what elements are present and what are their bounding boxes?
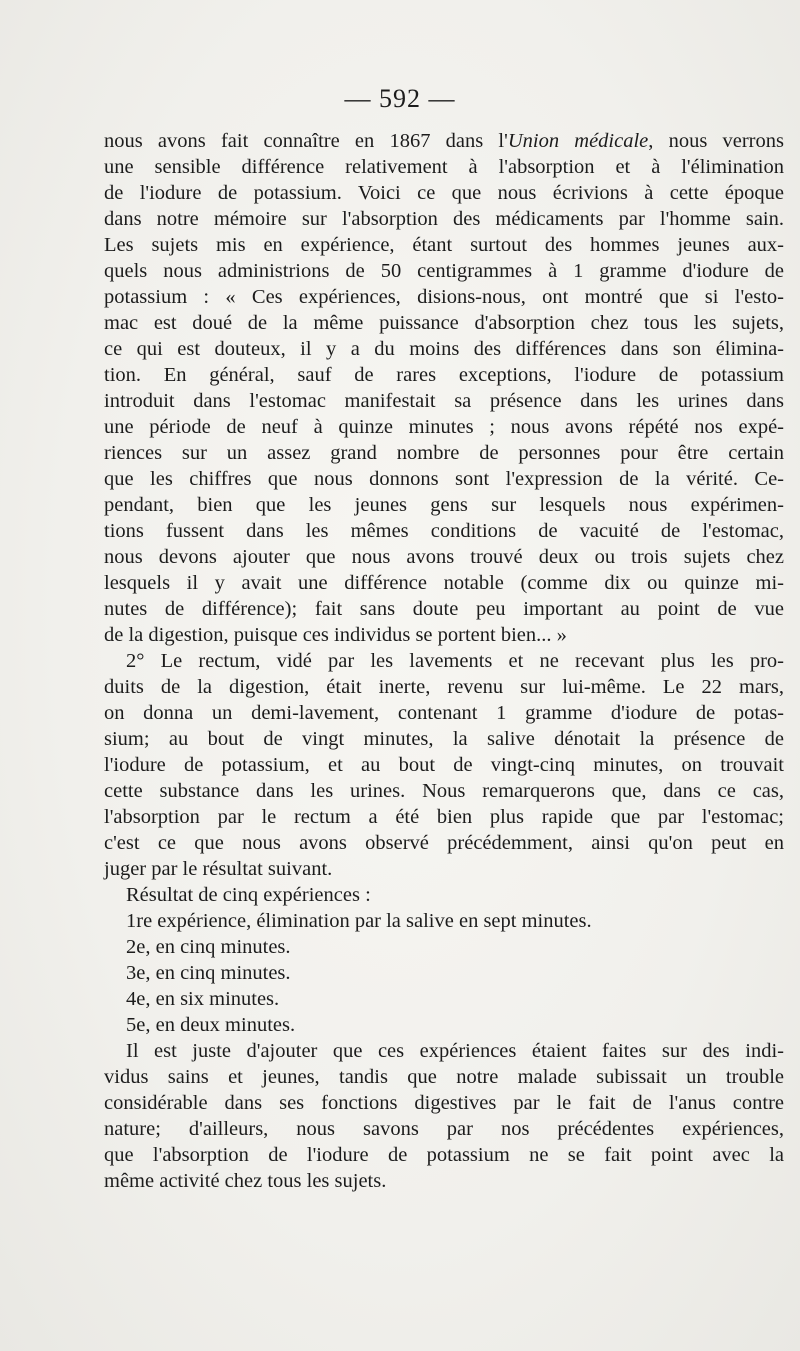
text-line: une période de neuf à quinze minutes ; nous avons répété nos expé- xyxy=(104,416,784,438)
paragraph-3 xyxy=(104,1038,784,1194)
results-heading: Résultat de cinq expériences : xyxy=(126,884,371,906)
text-line: nous devons ajouter que nous avons trouvé deux ou trois sujets chez xyxy=(104,546,784,568)
body-text xyxy=(104,128,784,1194)
text-line: potassium : « Ces expériences, disions-nous, ont montré que si l'esto- xyxy=(104,286,784,308)
text-line: 2° Le rectum, vidé par les lavements et ne recevant plus les pro- xyxy=(126,650,784,672)
text-line: ce qui est douteux, il y a du moins des différences dans son élimina- xyxy=(104,338,784,360)
text-line: Il est juste d'ajouter que ces expériences étaient faites sur des indi- xyxy=(126,1040,784,1062)
text-line: que l'absorption de l'iodure de potassium ne se fait point avec la xyxy=(104,1144,784,1166)
text-line: cette substance dans les urines. Nous remarquerons que, dans ce cas, xyxy=(104,780,784,802)
text-line: nature; d'ailleurs, nous savons par nos précédentes expériences, xyxy=(104,1118,784,1140)
text-line: vidus sains et jeunes, tandis que notre malade subissait un trouble xyxy=(104,1066,784,1088)
list-item: 4e, en six minutes. xyxy=(126,988,280,1010)
text-line: que les chiffres que nous donnons sont l'expression de la vérité. Ce- xyxy=(104,468,784,490)
text-line: pendant, bien que les jeunes gens sur lesquels nous expérimen- xyxy=(104,494,784,516)
text-line: lesquels il y avait une différence notable (comme dix ou quinze mi- xyxy=(104,572,784,594)
paragraph-2 xyxy=(104,648,784,882)
list-item: 5e, en deux minutes. xyxy=(126,1014,296,1036)
list-item: 3e, en cinq minutes. xyxy=(126,962,291,984)
paragraph-1 xyxy=(104,128,784,648)
text-line: riences sur un assez grand nombre de personnes pour être certain xyxy=(104,442,784,464)
text-line: même activité chez tous les sujets. xyxy=(104,1170,387,1192)
text-line: introduit dans l'estomac manifestait sa présence dans les urines dans xyxy=(104,390,784,412)
page-number: — 592 — xyxy=(344,84,456,113)
list-item: 1re expérience, élimination par la salive en sept minutes. xyxy=(126,910,592,932)
text-line: on donna un demi-lavement, contenant 1 gramme d'iodure de potas- xyxy=(104,702,784,724)
text-line: dans notre mémoire sur l'absorption des médicaments par l'homme sain. xyxy=(104,208,784,230)
text-line: de la digestion, puisque ces individus se portent bien... » xyxy=(104,624,567,646)
text-line: tion. En général, sauf de rares exceptions, l'iodure de potassium xyxy=(104,364,784,386)
text-line: duits de la digestion, était inerte, revenu sur lui-même. Le 22 mars, xyxy=(104,676,784,698)
text-line: l'absorption par le rectum a été bien plus rapide que par l'estomac; xyxy=(104,806,784,828)
text-line: nous avons fait connaître en 1867 dans l'Union médicale, nous verrons xyxy=(104,130,784,152)
text-line: Les sujets mis en expérience, étant surtout des hommes jeunes aux- xyxy=(104,234,784,256)
text-line: l'iodure de potassium, et au bout de vingt-cinq minutes, on trouvait xyxy=(104,754,784,776)
text-line: juger par le résultat suivant. xyxy=(104,858,333,880)
text-line: nutes de différence); fait sans doute peu important au point de vue xyxy=(104,598,784,620)
list-item: 2e, en cinq minutes. xyxy=(126,936,291,958)
text-line: quels nous administrions de 50 centigrammes à 1 gramme d'iodure de xyxy=(104,260,784,282)
text-line: de l'iodure de potassium. Voici ce que nous écrivions à cette époque xyxy=(104,182,784,204)
text-line: mac est doué de la même puissance d'absorption chez tous les sujets, xyxy=(104,312,784,334)
text-line: c'est ce que nous avons observé précédemment, ainsi qu'on peut en xyxy=(104,832,784,854)
text-line: une sensible différence relativement à l'absorption et à l'élimination xyxy=(104,156,784,178)
text-line: sium; au bout de vingt minutes, la salive dénotait la présence de xyxy=(104,728,784,750)
results-list xyxy=(104,882,784,1038)
text-line: tions fussent dans les mêmes conditions de vacuité de l'estomac, xyxy=(104,520,784,542)
text-line: considérable dans ses fonctions digestives par le fait de l'anus contre xyxy=(104,1092,784,1114)
